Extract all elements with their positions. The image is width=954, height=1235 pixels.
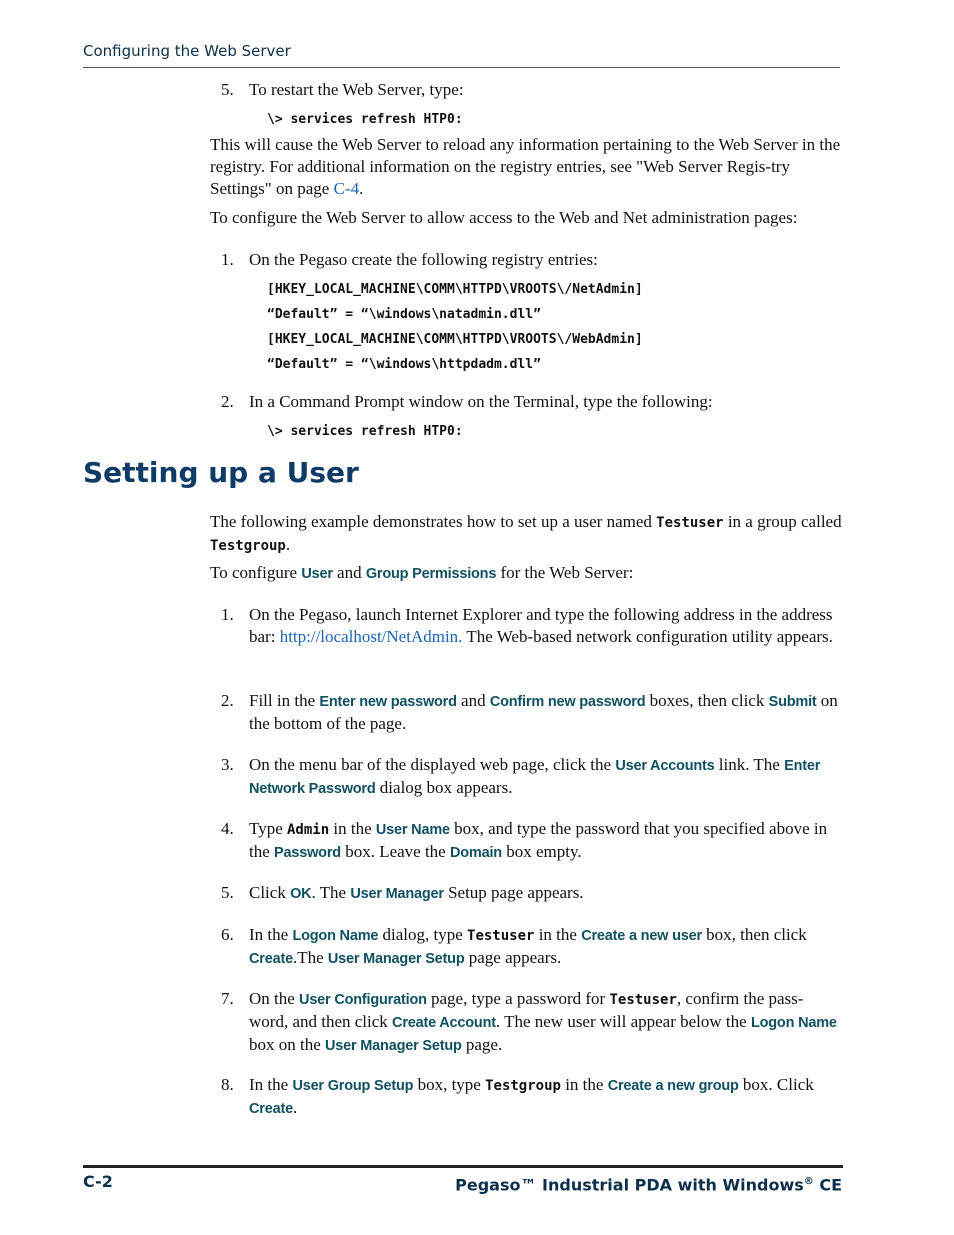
- registry-line: [HKEY_LOCAL_MACHINE\COMM\HTTPD\VROOTS\/NetAdmin]: [267, 282, 643, 297]
- reload-text: This will cause the Web Server to reload any information pertaining to the Web Server in the registry. For additional information on the registry entries, see "Web Server Regis-try Settings" on page: [210, 135, 841, 198]
- reload-paragraph: [210, 134, 842, 200]
- ui-term: Logon Name: [750, 1015, 837, 1031]
- page-link-c4[interactable]: C-4: [333, 179, 360, 198]
- step-text: In the User Group Setup box, type Testgroup in the Create a new group box. Click Create.: [249, 1075, 814, 1117]
- ui-term: Create Account: [392, 1015, 496, 1031]
- ui-term: Create: [249, 1101, 293, 1117]
- step-number: 6.: [221, 925, 234, 944]
- ui-term: Create a new user: [581, 928, 702, 944]
- ui-term: User Manager: [350, 886, 444, 902]
- configure-paragraph: To configure the Web Server to allow access to the Web and Net administration pages:: [210, 208, 798, 227]
- group-name-code: Testgroup: [210, 538, 286, 554]
- code-term: Testuser: [467, 928, 535, 944]
- ui-term: User Group Setup: [292, 1078, 414, 1094]
- ui-term: Confirm new password: [489, 694, 646, 710]
- registry-line: [HKEY_LOCAL_MACHINE\COMM\HTTPD\VROOTS\/WebAdmin]: [267, 332, 643, 347]
- ui-term: Create: [249, 951, 293, 967]
- step-text: On the User Configuration page, type a password for Testuser, confirm the pass-word, and then click Create Account. The new user will appear below the Logon Name box on the User Manager Setup page.: [249, 989, 837, 1054]
- step-text: In a Command Prompt window on the Terminal, type the following:: [249, 392, 713, 411]
- ui-term: User Manager Setup: [325, 1038, 462, 1054]
- ui-term: Enter Network Password: [249, 758, 821, 797]
- book-title: Pegaso™ Industrial PDA with Windows® CE: [455, 1175, 842, 1195]
- ui-term: Password: [274, 845, 341, 861]
- step-number: 5.: [221, 80, 234, 99]
- ui-term: Submit: [768, 694, 817, 710]
- step-number: 7.: [221, 989, 234, 1008]
- code-term: Testuser: [609, 992, 677, 1008]
- ui-term: Domain: [449, 845, 502, 861]
- intro-paragraph: The following example demonstrates how to set up a user named Testuser in a group called Testgroup.: [210, 512, 842, 554]
- step-number: 3.: [221, 755, 234, 774]
- prompt-command: \> services refresh HTP0:: [267, 424, 463, 439]
- netadmin-link[interactable]: http://localhost/NetAdmin.: [279, 627, 463, 646]
- config-paragraph: To configure User and Group Permissions for the Web Server:: [210, 563, 634, 582]
- ui-term: User: [301, 566, 333, 582]
- step-number: 4.: [221, 819, 234, 838]
- step-text: On the Pegaso, launch Internet Explorer and type the following address in the address bar: http://localhost/NetAdmin. The Web-based network configuration utility appears.: [249, 605, 833, 646]
- user-name-code: Testuser: [656, 515, 724, 531]
- step-text: Type Admin in the User Name box, and type the password that you specified above in the Password box. Leave the Domain box empty.: [249, 819, 828, 861]
- ui-term: Enter new password: [319, 694, 457, 710]
- running-header: Configuring the Web Server: [83, 42, 291, 60]
- step-text: On the Pegaso create the following registry entries:: [249, 250, 598, 269]
- registry-line: “Default” = “\windows\natadmin.dll”: [267, 307, 541, 322]
- ui-term: Group Permissions: [365, 566, 497, 582]
- step-text: To restart the Web Server, type:: [249, 80, 464, 99]
- step-number: 1.: [221, 605, 234, 624]
- registry-line: “Default” = “\windows\httpdadm.dll”: [267, 357, 541, 372]
- step-text: On the menu bar of the displayed web page, click the User Accounts link. The Enter Network Password dialog box appears.: [249, 755, 821, 797]
- ui-term: Logon Name: [292, 928, 379, 944]
- header-rule: [83, 67, 840, 68]
- ui-term: OK: [290, 886, 312, 902]
- restart-command: \> services refresh HTP0:: [267, 112, 463, 127]
- footer-rule: [83, 1165, 843, 1168]
- code-term: Testgroup: [485, 1078, 561, 1094]
- step-text: In the Logon Name dialog, type Testuser in the Create a new user box, then click Create.The User Manager Setup page appears.: [249, 925, 807, 967]
- reload-end: .: [359, 179, 364, 198]
- ui-term: User Accounts: [615, 758, 715, 774]
- page-number: C-2: [83, 1172, 113, 1191]
- step-text: Fill in the Enter new password and Confirm new password boxes, then click Submit on the bottom of the page.: [249, 691, 838, 733]
- section-title: Setting up a User: [83, 456, 359, 489]
- step-number: 8.: [221, 1075, 234, 1094]
- ui-term: User Name: [375, 822, 450, 838]
- code-term: Admin: [287, 822, 330, 838]
- step-number: 2.: [221, 392, 234, 411]
- step-number: 1.: [221, 250, 234, 269]
- step-number: 2.: [221, 691, 234, 710]
- ui-term: User Manager Setup: [327, 951, 465, 967]
- step-text: Click OK. The User Manager Setup page appears.: [249, 883, 584, 902]
- ui-term: Create a new group: [607, 1078, 739, 1094]
- ui-term: User Configuration: [299, 992, 427, 1008]
- step-number: 5.: [221, 883, 234, 902]
